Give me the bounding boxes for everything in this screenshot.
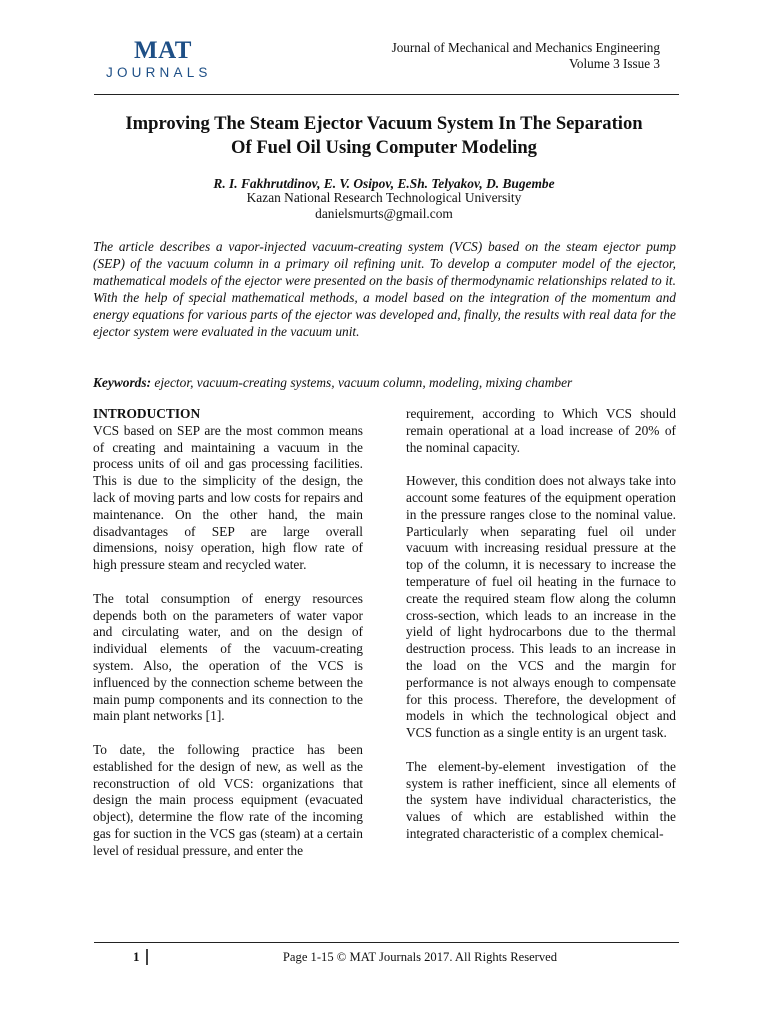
page-number: 1 — [133, 949, 148, 965]
logo-mat-text: MAT — [134, 37, 192, 64]
right-column — [406, 406, 676, 860]
logo-swoosh-icon — [0, 56, 10, 66]
paper-title-line-2: Of Fuel Oil Using Computer Modeling — [231, 137, 537, 158]
affiliation: Kazan National Research Technological University — [246, 190, 522, 205]
footer-copyright: Page 1-15 © MAT Journals 2017. All Rights Reserved — [282, 950, 558, 964]
paragraph: requirement, according to Which VCS should remain operational at a load increase of 20% of the nominal capacity. — [406, 406, 676, 455]
paragraph: However, this condition does not always take into account some features of the equipment operation in the pressure ranges close to the nominal value. Particularly when separating fuel oil under vacuum with increasing residual pressure at the top of the column, it is necessary to increase the temperature of fuel oil heating in the furnace to create the required steam flow along the column cross-section, which leads to an increase in the yield of light hydrocarbons due to the thermal destruction process. This leads to an increase in the load on the VCS and the margin for performance is not always enough to compensate for this process. Therefore, the development of models in which the technological object and VCS function as a single entity is an urgent task. — [406, 473, 676, 741]
paragraph: The element-by-element investigation of the system is rather inefficient, since all elements of the system have individual characteristics, the values of which are established within the integrated characteristic of a complex chemical- — [406, 758, 676, 841]
keywords-text: ejector, vacuum-creating systems, vacuum column, modeling, mixing chamber — [151, 375, 573, 390]
journal-logo — [100, 38, 220, 81]
keywords — [93, 374, 676, 391]
footer-divider — [94, 942, 679, 943]
logo-journals-text: JOURNALS — [106, 65, 212, 80]
paragraph: VCS based on SEP are the most common means of creating and maintaining a vacuum in the process units of oil and gas processing facilities. This is due to the simplicity of the design, the lack of moving parts and low costs for repairs and maintenance. On the other hand, the main disadvantages of SEP are large overall dimensions, noisy operation, high flow rate of high pressure steam and recycled water. — [93, 422, 363, 573]
journal-info — [392, 40, 660, 72]
section-heading: INTRODUCTION — [93, 406, 201, 421]
left-column — [93, 406, 363, 876]
paper-title-line-1: Improving The Steam Ejector Vacuum System In The Separation — [125, 113, 643, 134]
paper-title — [80, 112, 688, 160]
paragraph: The total consumption of energy resources depends both on the parameters of water vapor and circulating water, and on the design of individual elements of the vacuum-creating system. Also, the operation of the VCS is influenced by the connection scheme between the main pump components and its connection to the main plant networks [1]. — [93, 590, 363, 724]
paragraph: To date, the following practice has been established for the design of new, as well as the reconstruction of old VCS: organizations that design the main process equipment (evacuated object), determine the flow rate of the incoming gas for suction in the VCS gas (steam) at a certain level of residual pressure, and enter the — [93, 741, 363, 858]
header-divider — [94, 94, 679, 95]
journal-volume: Volume 3 Issue 3 — [569, 56, 660, 71]
keywords-label: Keywords: — [93, 375, 152, 390]
authors: R. I. Fakhrutdinov, E. V. Osipov, E.Sh. Telyakov, D. Bugembe — [213, 176, 555, 191]
author-email: danielsmurts@gmail.com — [315, 206, 453, 221]
journal-name: Journal of Mechanical and Mechanics Engineering — [391, 40, 660, 55]
abstract: The article describes a vapor-injected vacuum-creating system (VCS) based on the steam ejector pump (SEP) of the vacuum column in a primary oil refining unit. To develop a computer model of the ejector, mathematical models of the ejector were presented on the basis of thermodynamic relationships related to it. With the help of special mathematical methods, a model based on the integration of the momentum and energy equations for various parts of the ejector was developed and, finally, the results with real data for the ejector system were evaluated in the vacuum unit. — [93, 239, 676, 339]
